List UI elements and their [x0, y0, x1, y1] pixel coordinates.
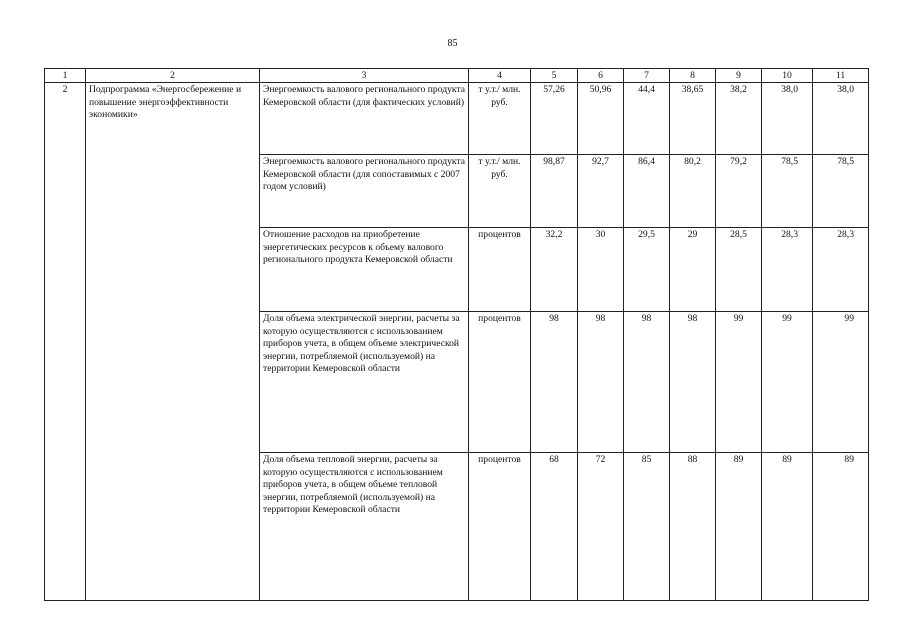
indicator-value: 38,0	[813, 83, 869, 155]
indicator-value: 28,5	[716, 228, 762, 312]
indicator-value: 86,4	[624, 155, 670, 228]
indicator-value: 38,0	[762, 83, 813, 155]
indicator-value: 92,7	[578, 155, 624, 228]
indicator-name: Доля объема тепловой энергии, расчеты за которую осуществляются с использованием приборов учета, в общем объеме тепловой энергии, потребляемой (используемой) на территории Кемеровской области	[260, 453, 469, 601]
indicator-value: 99	[813, 312, 869, 453]
header-cell: 10	[762, 69, 813, 83]
indicator-value: 29	[670, 228, 716, 312]
header-cell: 5	[531, 69, 578, 83]
indicator-name: Энергоемкость валового регионального продукта Кемеровской области (для сопоставимых с 2007 годом условий)	[260, 155, 469, 228]
indicator-value: 38,65	[670, 83, 716, 155]
indicator-value: 38,2	[716, 83, 762, 155]
header-cell: 11	[813, 69, 869, 83]
header-cell: 3	[260, 69, 469, 83]
indicator-value: 88	[670, 453, 716, 601]
indicator-value: 89	[813, 453, 869, 601]
indicator-unit: т у.т./ млн. руб.	[469, 83, 531, 155]
program-name: Подпрограмма «Энергосбережение и повышение энергоэффективности экономики»	[86, 83, 260, 601]
header-cell: 4	[469, 69, 531, 83]
indicator-value: 29,5	[624, 228, 670, 312]
indicator-value: 78,5	[762, 155, 813, 228]
indicators-table	[44, 68, 869, 601]
indicator-unit: процентов	[469, 312, 531, 453]
indicator-value: 68	[531, 453, 578, 601]
indicator-name: Доля объема электрической энергии, расчеты за которую осуществляются с использованием приборов учета, в общем объеме электрической энергии, потребляемой (используемой) на территории Кемеровской области	[260, 312, 469, 453]
indicator-value: 98	[531, 312, 578, 453]
indicator-value: 79,2	[716, 155, 762, 228]
header-cell: 9	[716, 69, 762, 83]
indicator-value: 72	[578, 453, 624, 601]
indicator-value: 28,3	[762, 228, 813, 312]
indicator-value: 98	[670, 312, 716, 453]
indicator-value: 44,4	[624, 83, 670, 155]
header-cell: 6	[578, 69, 624, 83]
indicator-value: 98,87	[531, 155, 578, 228]
header-cell: 1	[45, 69, 86, 83]
indicator-value: 89	[762, 453, 813, 601]
indicator-name: Энергоемкость валового регионального продукта Кемеровской области (для фактических условий)	[260, 83, 469, 155]
indicator-value: 50,96	[578, 83, 624, 155]
indicator-value: 80,2	[670, 155, 716, 228]
header-cell: 2	[86, 69, 260, 83]
indicator-name: Отношение расходов на приобретение энергетических ресурсов к объему валового регионального продукта Кемеровской области	[260, 228, 469, 312]
indicator-value: 78,5	[813, 155, 869, 228]
row-number: 2	[45, 83, 86, 601]
indicator-value: 98	[578, 312, 624, 453]
indicator-unit: процентов	[469, 228, 531, 312]
table-row	[45, 83, 869, 155]
indicator-value: 98	[624, 312, 670, 453]
indicator-value: 99	[762, 312, 813, 453]
header-cell: 7	[624, 69, 670, 83]
indicator-value: 99	[716, 312, 762, 453]
indicator-value: 89	[716, 453, 762, 601]
indicator-value: 28,3	[813, 228, 869, 312]
indicator-value: 32,2	[531, 228, 578, 312]
indicator-value: 30	[578, 228, 624, 312]
indicator-value: 85	[624, 453, 670, 601]
indicator-unit: процентов	[469, 453, 531, 601]
page-number: 85	[447, 38, 458, 49]
indicator-unit: т у.т./ млн. руб.	[469, 155, 531, 228]
header-cell: 8	[670, 69, 716, 83]
indicator-value: 57,26	[531, 83, 578, 155]
header-row	[45, 69, 869, 83]
